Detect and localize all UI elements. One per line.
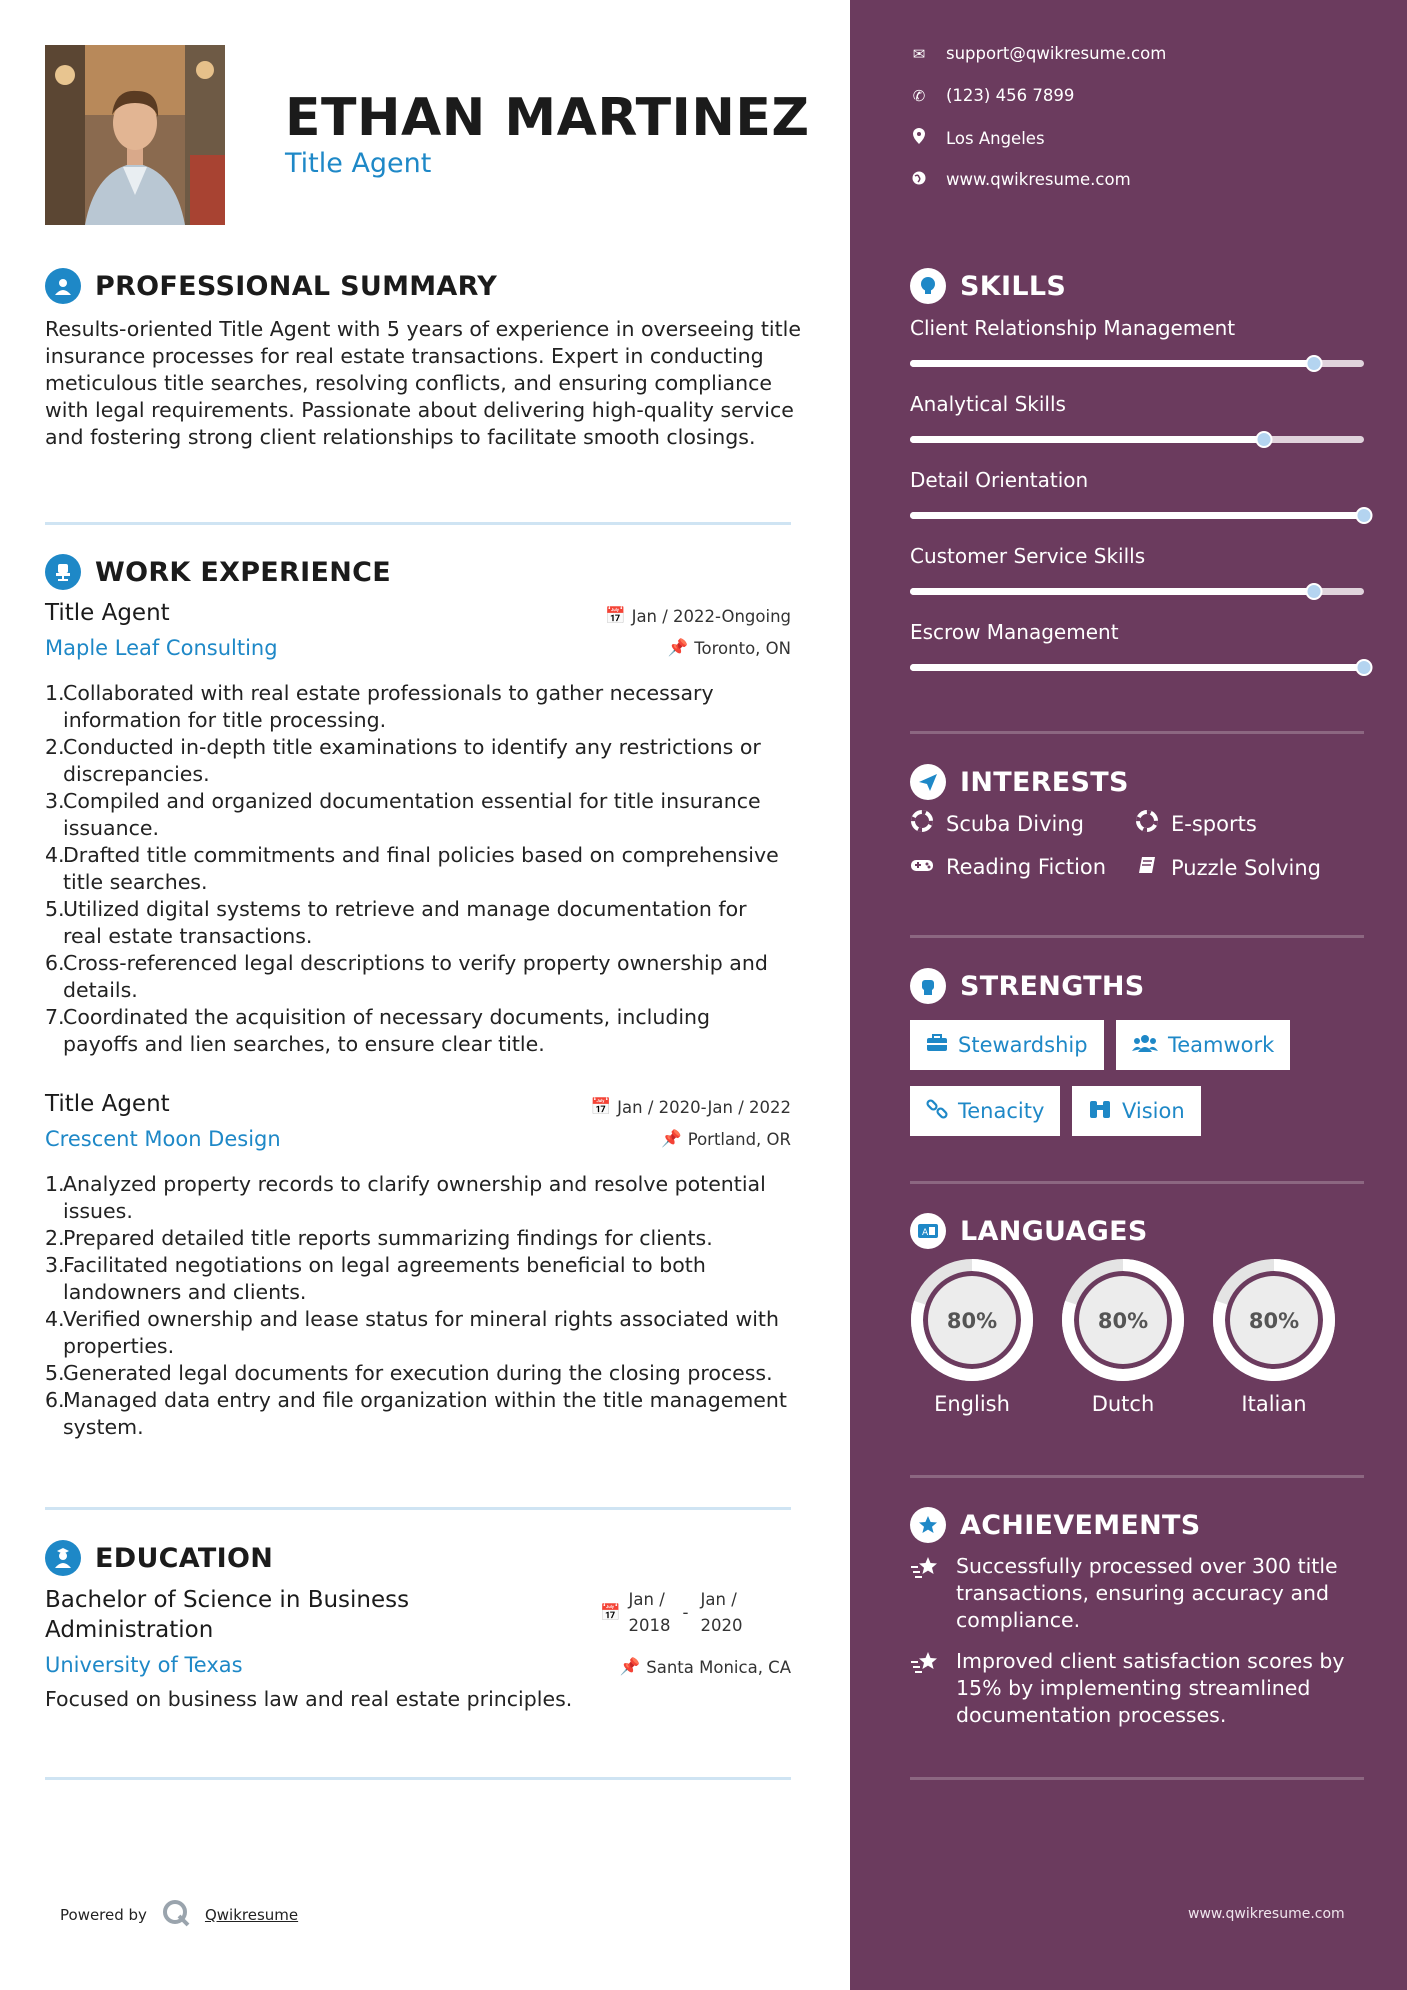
interest-item [1135,855,1321,880]
strength-chip [910,1020,1104,1070]
interest-label: Scuba Diving [946,811,1084,836]
graduate-icon [45,1540,81,1576]
language-ring [910,1258,1034,1382]
strength-chip [1116,1020,1290,1070]
candidate-title: Title Agent [285,148,432,179]
skill-knob [1306,583,1323,600]
education-heading [45,1540,273,1576]
shooting-star-icon [910,1650,942,1729]
link-icon [926,1098,948,1125]
language-ring [1061,1258,1185,1382]
section-divider [45,1507,791,1510]
summary-text: Results-oriented Title Agent with 5 years of experience in overseeing title insurance processes for real estate transactions. Expert in conducting meticulous title searches, resolving conflicts, and ensuring compliance with legal requirements. Passionate about delivering high-quality service and fostering strong client relationships to facilitate smooth closings. [45,317,801,449]
globe-icon [910,171,928,189]
contact-location-text: Los Angeles [946,128,1045,148]
list-item: 1. Analyzed property records to clarify ownership and resolve potential issues. [45,1172,766,1223]
list-item: 2. Prepared detailed title reports summarizing findings for clients. [45,1226,713,1250]
achievement-item [910,1553,1364,1634]
powered-by-label: Powered by [60,1906,147,1924]
skill-name: Detail Orientation [910,468,1089,492]
sidebar-divider [910,1181,1364,1184]
achievements-heading [910,1507,1201,1543]
skill-slider [910,512,1364,519]
language-name: Dutch [1091,1392,1155,1416]
strength-label: Teamwork [1168,1033,1275,1057]
job-company: Crescent Moon Design [45,1127,281,1151]
job-date-text: Jan / 2022-Ongoing [631,606,791,626]
list-item: 2. Conducted in-depth title examinations to identify any restrictions or discrepancies. [45,735,761,786]
skill-item [910,468,1364,519]
skill-name: Escrow Management [910,620,1119,644]
summary-heading [45,268,497,304]
briefcase-icon [926,1034,948,1057]
envelope-icon: ✉ [912,44,926,63]
experience-heading [45,554,391,590]
skill-slider [910,588,1364,595]
candidate-name: ETHAN MARTINEZ [285,88,810,148]
list-item: 5. Utilized digital systems to retrieve and manage documentation for real estate transactions. [45,897,747,948]
svg-text:A: A [922,1228,929,1238]
skill-name: Client Relationship Management [910,316,1236,340]
skill-name: Customer Service Skills [910,544,1146,568]
strength-chip [1072,1086,1201,1136]
job-location [661,1129,791,1149]
contact-phone-text: (123) 456 7899 [946,86,1075,105]
contact-website[interactable] [910,170,1131,189]
language-item [1212,1258,1336,1416]
achievement-text: Successfully processed over 300 title transactions, ensuring accuracy and compliance. [956,1554,1338,1632]
users-icon [1132,1034,1158,1057]
lifebuoy-icon [1135,810,1159,837]
education-separator: - [682,1603,689,1622]
achievement-text: Improved client satisfaction scores by 15% by implementing streamlined documentation processes. [956,1649,1345,1727]
section-divider [45,1777,791,1780]
strength-chip [910,1086,1060,1136]
gamepad-icon [910,857,934,878]
skill-fill [910,588,1314,595]
skill-item [910,392,1364,443]
job-company: Maple Leaf Consulting [45,636,278,660]
interests-title: INTERESTS [960,766,1129,798]
qwikresume-link[interactable]: Qwikresume [204,1906,299,1924]
pin-icon: 📌 [667,638,689,657]
job-bullets [45,1171,791,1441]
skill-slider [910,360,1364,367]
section-divider [45,522,791,525]
skill-fill [910,512,1364,519]
list-item: 4. Drafted title commitments and final policies based on comprehensive title searches. [45,843,779,894]
education-end: Jan / 2020 [700,1590,743,1635]
interest-item [1135,810,1257,837]
shooting-star-icon [910,1555,942,1634]
strengths-title: STRENGTHS [960,970,1145,1002]
education-start: Jan / 2018 [628,1590,671,1635]
skill-knob [1356,507,1373,524]
map-pin-icon [910,128,928,148]
skill-knob [1306,355,1323,372]
interest-item [910,855,1106,879]
language-percent: 80% [1248,1309,1300,1333]
calendar-icon: 📅 [605,606,626,625]
skill-item [910,316,1364,367]
skill-fill [910,436,1264,443]
contact-website-text: www.qwikresume.com [946,170,1131,189]
translate-icon [910,1213,946,1249]
list-item: 3. Compiled and organized documentation essential for title insurance issuance. [45,789,761,840]
skill-item [910,620,1364,671]
job-bullets [45,680,791,1058]
contact-phone[interactable] [910,86,1074,105]
language-percent: 80% [946,1309,998,1333]
list-item: 6. Cross-referenced legal descriptions to verify property ownership and details. [45,951,768,1002]
interest-item [910,810,1084,837]
user-icon [45,268,81,304]
interest-label: E-sports [1171,811,1257,836]
contact-location [910,128,1045,148]
job-date [605,606,791,626]
language-name: Italian [1241,1392,1307,1416]
list-item: 3. Facilitated negotiations on legal agreements beneficial to both landowners and clients. [45,1253,706,1304]
profile-photo-image [45,45,225,225]
education-entry [45,1585,791,1711]
job-entry [45,1091,791,1439]
education-degree: Bachelor of Science in Business Administration [45,1587,410,1643]
binoculars-icon [1088,1099,1112,1124]
summary-title: PROFESSIONAL SUMMARY [95,270,498,302]
lifebuoy-icon [910,810,934,837]
skill-slider [910,664,1364,671]
achievements-title: ACHIEVEMENTS [960,1509,1201,1541]
education-location-text: Santa Monica, CA [646,1657,791,1677]
job-role: Title Agent [45,1091,170,1117]
skill-item [910,544,1364,595]
job-date-text: Jan / 2020-Jan / 2022 [617,1097,791,1117]
language-percent: 80% [1097,1309,1149,1333]
skills-title: SKILLS [960,270,1067,302]
strength-label: Vision [1122,1099,1185,1123]
job-location-text: Portland, OR [687,1129,791,1149]
list-item: 6. Managed data entry and file organization within the title management system. [45,1388,787,1439]
education-school: University of Texas [45,1653,243,1677]
star-badge-icon [910,1507,946,1543]
book-icon [1135,855,1159,880]
job-location-text: Toronto, ON [694,638,791,658]
sidebar-divider [910,935,1364,938]
achievement-item [910,1648,1364,1729]
list-item: 7. Coordinated the acquisition of necessary documents, including payoffs and lien searches, to ensure clear title. [45,1005,711,1056]
strength-label: Stewardship [958,1033,1088,1057]
calendar-icon: 📅 [600,1603,621,1622]
languages-title: LANGUAGES [960,1215,1148,1247]
skill-knob [1356,659,1373,676]
contact-email[interactable] [910,44,1166,63]
list-item: 1. Collaborated with real estate professionals to gather necessary information for title processing. [45,681,714,732]
skill-fill [910,360,1314,367]
skill-knob [1256,431,1273,448]
fist-icon [910,968,946,1004]
language-item [910,1258,1034,1416]
contact-email-text: support@qwikresume.com [946,44,1167,63]
skill-name: Analytical Skills [910,392,1066,416]
skills-heading [910,268,1066,304]
phone-icon: ✆ [912,86,926,105]
languages-heading [910,1213,1148,1249]
education-location [620,1657,791,1677]
sidebar [850,0,1407,1990]
job-location [668,638,791,658]
pin-icon: 📌 [619,1657,641,1676]
lightbulb-icon [910,268,946,304]
skill-slider [910,436,1364,443]
sidebar-divider [910,731,1364,734]
strength-label: Tenacity [958,1099,1045,1123]
language-item [1061,1258,1185,1416]
job-date [591,1097,791,1117]
education-description: Focused on business law and real estate principles. [45,1687,573,1711]
skill-fill [910,664,1364,671]
job-role: Title Agent [45,600,170,626]
experience-title: WORK EXPERIENCE [95,556,391,588]
list-item: 4. Verified ownership and lease status for mineral rights associated with properties. [45,1307,779,1358]
powered-by [60,1898,298,1932]
profile-photo [45,45,225,225]
qwikresume-logo-icon [161,1898,191,1932]
interests-heading [910,764,1129,800]
pin-icon: 📌 [661,1129,682,1148]
sidebar-divider [910,1777,1364,1780]
calendar-icon: 📅 [590,1097,612,1116]
interest-label: Puzzle Solving [1171,855,1321,880]
sidebar-divider [910,1475,1364,1478]
job-entry [45,600,791,1056]
language-ring [1212,1258,1336,1382]
interest-label: Reading Fiction [946,855,1107,879]
chair-icon [45,554,81,590]
footer-website[interactable]: www.qwikresume.com [1188,1906,1345,1922]
education-title: EDUCATION [95,1542,274,1574]
paper-plane-icon [910,764,946,800]
list-item: 5. Generated legal documents for execution during the closing process. [45,1361,773,1385]
strengths-heading [910,968,1145,1004]
education-dates [600,1587,743,1639]
language-name: English [934,1392,1010,1416]
